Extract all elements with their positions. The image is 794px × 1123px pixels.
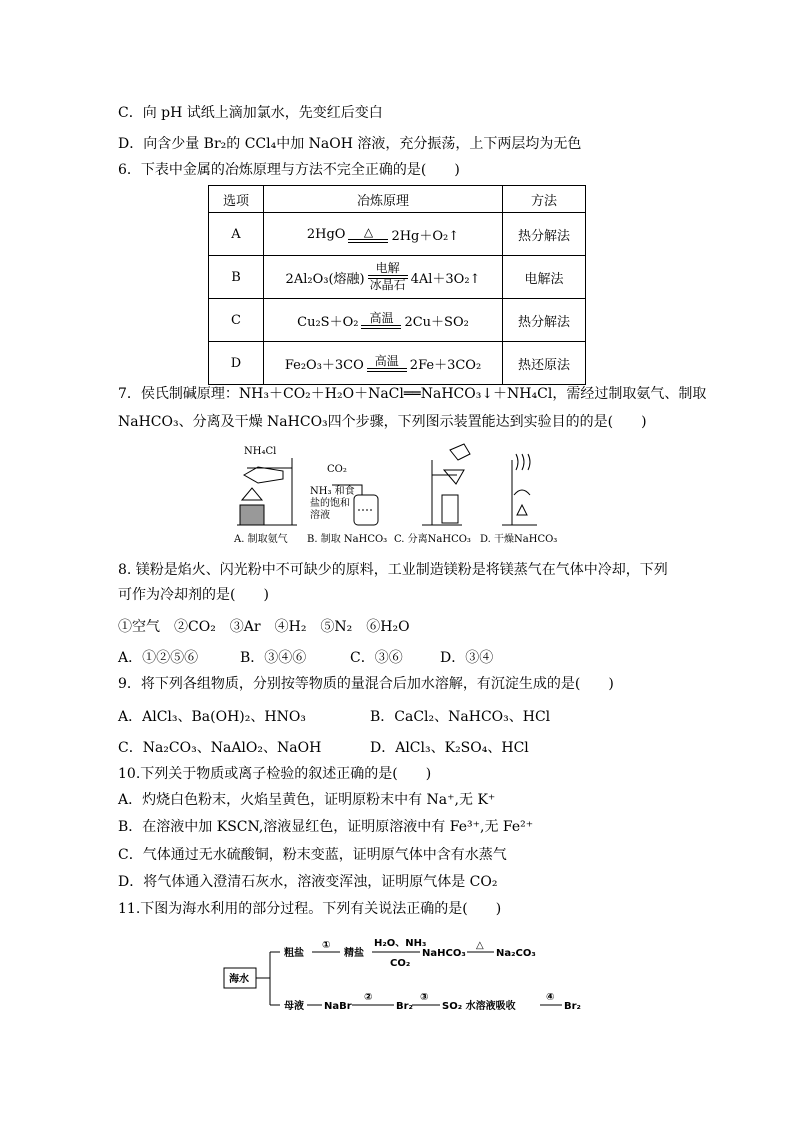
table-row [209,213,586,256]
flow-so2-absorb: SO₂ 水溶液吸收 [442,1001,516,1012]
q9-options-row1 [118,707,550,727]
table-header-principle: 冶炼原理 [264,186,503,213]
q11-stem: 11.下图为海水利用的部分过程。下列有关说法正确的是( ) [118,901,502,917]
q10-option-b: B．在溶液中加 KSCN,溶液显红色，证明原溶液中有 Fe³⁺,无 Fe²⁺ [118,819,534,835]
row-method: 热还原法 [503,342,586,385]
row-method: 热分解法 [503,299,586,342]
row-option: C [209,299,264,342]
q6-stem: 6．下表中金属的冶炼原理与方法不完全正确的是( ) [118,162,460,178]
row-equation: Fe₂O₃＋3CO 高温 2Fe＋3CO₂ [264,342,503,385]
option-b: B．CaCl₂、NaHCO₃、HCl [370,709,551,725]
flow-reagent-top: H₂O、NH₃ [374,938,427,949]
label-nh4cl: NH₄Cl [244,446,277,457]
caption-c: C. 分离NaHCO₃ [394,534,471,545]
label-solution: 溶液 [310,510,330,521]
label-salt: 盐的饱和 [310,498,350,509]
q8-items: ①空气 ②CO₂ ③Ar ④H₂ ⑤N₂ ⑥H₂O [118,619,410,635]
q10-stem: 10.下列关于物质或离子检验的叙述正确的是( ) [118,766,432,782]
flow-mother-liquor: 母液 [284,1001,304,1012]
flow-step2: ② [364,992,373,1003]
option-d: D．AlCl₃、K₂SO₄、HCl [370,740,529,756]
label-nh3: NH₃ 和食 [310,486,355,497]
table-header-method: 方法 [503,186,586,213]
q6-table [208,185,586,385]
row-method: 电解法 [503,256,586,299]
q5-option-d: D．向含少量 Br₂的 CCl₄中加 NaOH 溶液，充分振荡，上下两层均为无色 [118,136,582,152]
row-equation: 2HgO △ 2Hg＋O₂↑ [264,213,503,256]
table-row [209,342,586,385]
row-option: A [209,213,264,256]
option-a: A．①②⑤⑥ [118,650,199,666]
q8-options [118,648,493,668]
flow-nahco3: NaHCO₃ [422,948,466,959]
flow-refined-salt: 精盐 [344,948,364,959]
q5-option-c: C．向 pH 试纸上滴加氯水，先变红后变白 [118,105,383,121]
flow-step3: ③ [420,992,429,1003]
flow-step4: ④ [546,992,555,1003]
caption-a: A. 制取氨气 [234,534,288,545]
q9-stem: 9．将下列各组物质，分别按等物质的量混合后加水溶解，有沉淀生成的是( ) [118,676,614,692]
flow-step1: ① [322,940,331,951]
option-d: D．③④ [440,650,494,666]
flow-br2-b: Br₂ [564,1001,581,1012]
option-a: A．AlCl₃、Ba(OH)₂、HNO₃ [118,709,306,725]
caption-d: D. 干燥NaHCO₃ [480,534,558,545]
flow-na2co3: Na₂CO₃ [496,948,536,959]
flow-reagent-bottom: CO₂ [390,958,411,969]
q7-line2: NaHCO₃、分离及干燥 NaHCO₃四个步骤，下列图示装置能达到实验目的的是( ) [118,414,647,430]
table-row [209,256,586,299]
caption-b: B. 制取 NaHCO₃ [307,534,388,545]
q7-line1: 7．侯氏制碱原理：NH₃＋CO₂＋H₂O＋NaCl══NaHCO₃↓＋NH₄Cl，需经过制取氨气、制取 [118,386,707,402]
flow-br2-a: Br₂ [396,1001,413,1012]
flow-crude-salt: 粗盐 [284,948,304,959]
option-c: C．③⑥ [350,650,403,666]
q8-line1: 8. 镁粉是焰火、闪光粉中不可缺少的原料，工业制造镁粉是将镁蒸气在气体中冷却，下列 [118,562,668,578]
option-b: B．③④⑥ [240,650,307,666]
table-header-option: 选项 [209,186,264,213]
row-equation: 2Al₂O₃(熔融) 电解 冰晶石 4Al＋3O₂↑ [264,256,503,299]
q10-option-c: C．气体通过无水硫酸铜，粉末变蓝，证明原气体中含有水蒸气 [118,847,507,863]
q7-apparatus-figure [232,440,562,550]
q10-option-a: A．灼烧白色粉末，火焰呈黄色，证明原粉末中有 Na⁺,无 K⁺ [118,792,496,808]
row-equation: Cu₂S＋O₂ 高温 2Cu＋SO₂ [264,299,503,342]
option-c: C．Na₂CO₃、NaAlO₂、NaOH [118,740,322,756]
row-option: D [209,342,264,385]
flow-heat: △ [476,940,484,951]
q9-options-row2 [118,738,529,758]
row-method: 热分解法 [503,213,586,256]
row-option: B [209,256,264,299]
flow-nabr: NaBr [324,1001,352,1012]
flow-seawater: 海水 [229,974,249,985]
q10-option-d: D．将气体通入澄清石灰水，溶液变浑浊，证明原气体是 CO₂ [118,874,498,890]
q8-line2: 可作为冷却剂的是( ) [118,587,269,603]
q11-flow-diagram [222,930,582,1030]
table-row [209,299,586,342]
label-co2: CO₂ [327,464,347,475]
